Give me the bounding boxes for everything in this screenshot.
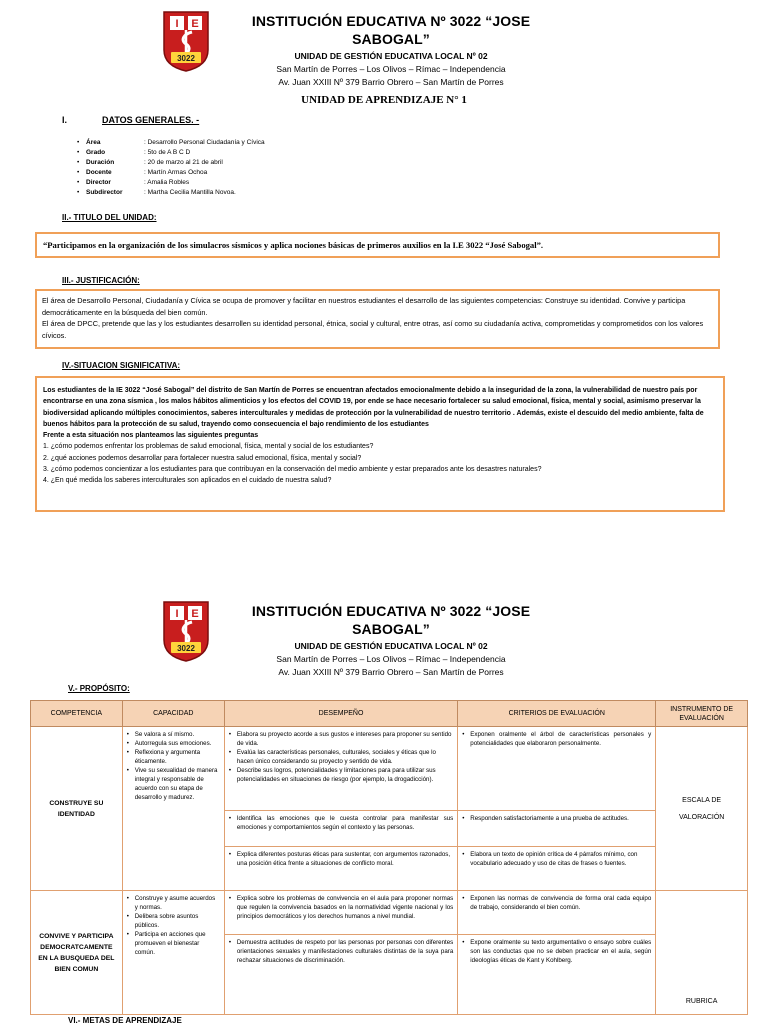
performance-cell: • Demuestra actitudes de respeto por las personas por personas con diferentes orientaciones sexuales y manifestaciones culturales distintas de la suya para rechazar situaciones de discriminación. bbox=[224, 935, 457, 1015]
justification-box bbox=[35, 289, 720, 349]
performance-cell: • Explica sobre los problemas de convivencia en el aula para proponer normas que regulen la convivencia basados en la normatividad vigente nacional y los principios democráticos y los derechos humanos a nivel mundial. bbox=[224, 891, 457, 935]
criteria-cell: • Responden satisfactoriamente a una prueba de actitudes. bbox=[458, 811, 656, 847]
situation-question: 2. ¿qué acciones podemos desarrollar para fortalecer nuestra salud emocional, física, mental y social? bbox=[43, 454, 362, 462]
school-header-page2 bbox=[0, 600, 768, 677]
performance-cell: • Elabora su proyecto acorde a sus gustos e intereses para proponer su sentido de vida. • Evalúa las características personales, culturales, sociales y éticas que lo hacen único considerando su proyecto y sentido de vida. • Describe sus logros, potencialidades y limitaciones para para utilizar sus potencialidades en situaciones de riesgo (por ejemplo, la drogadicción). bbox=[224, 727, 457, 811]
section-iv-heading: IV.-SITUACION SIGNIFICATIVA: bbox=[62, 361, 181, 370]
situation-question: 4. ¿En qué medida los saberes interculturales son aplicados en el cuidado de nuestra salud? bbox=[43, 477, 332, 485]
competency-cell: CONSTRUYE SU IDENTIDAD bbox=[31, 727, 123, 891]
situation-intro: Frente a esta situación nos planteamos las siguientes preguntas bbox=[43, 432, 259, 440]
justification-paragraph: El área de DPCC, pretende que las y los estudiantes desarrollen su identidad personal, étnica, social y cultural, entre otras, así como su ciudadanía activa, comprometidas y comprometidos con los valores cívicos. bbox=[42, 319, 704, 340]
capacity-cell: • Se valora a sí mismo. • Autorregula sus emociones. • Reflexiona y argumenta éticamente. • Vive su sexualidad de manera integral y responsable de acuerdo con su etapa de desarrollo y madurez. bbox=[122, 727, 224, 891]
section-v-heading: V.- PROPÓSITO: bbox=[68, 684, 130, 693]
criteria-cell: • Elabora un texto de opinión crítica de 4 párrafos mínimo, con vocabulario adecuado y uso de citas de frases o fuentes. bbox=[458, 847, 656, 891]
unit-title: UNIDAD DE APRENDIZAJE N° 1 bbox=[301, 94, 467, 106]
logo-letter-i: I bbox=[175, 608, 179, 620]
school-title: INSTITUCIÓN EDUCATIVA Nº 3022 “JOSE SABOGAL” bbox=[251, 603, 531, 637]
column-header: CAPACIDAD bbox=[122, 701, 224, 727]
logo-letter-e: E bbox=[191, 18, 199, 30]
general-data-row: • Director : Amalia Robles bbox=[77, 179, 190, 186]
capacity-cell: • Construye y asume acuerdos y normas. • Delibera sobre asuntos públicos. • Participa en acciones que promueven el bienestar común. bbox=[122, 891, 224, 1015]
districts-line: San Martín de Porres – Los Olivos – Rímac – Independencia bbox=[276, 654, 506, 664]
section-i-heading bbox=[62, 115, 199, 125]
school-logo-icon bbox=[162, 10, 210, 72]
purpose-table bbox=[30, 700, 748, 1015]
general-data-list bbox=[77, 138, 265, 198]
ugel-subtitle: UNIDAD DE GESTIÓN EDUCATIVA LOCAL Nº 02 bbox=[294, 641, 488, 651]
section-i-label: DATOS GENERALES. - bbox=[102, 115, 200, 125]
competency-cell: CONVIVE Y PARTICIPA DEMOCRATCAMENTE EN LA BUSQUEDA DEL BIEN COMUN bbox=[31, 891, 123, 1015]
general-data-row: • Duración : 20 de marzo al 21 de abril bbox=[77, 159, 223, 166]
general-data-row: • Área : Desarrollo Personal Ciudadanía y Cívica bbox=[77, 139, 265, 146]
criteria-cell: • Exponen las normas de convivencia de forma oral cada equipo de trabajo, considerando el bien común. bbox=[458, 891, 656, 935]
situation-box bbox=[35, 376, 725, 512]
instrument-cell: ESCALA DE VALORACIÓN bbox=[656, 727, 748, 891]
school-logo-icon bbox=[162, 600, 210, 662]
logo-number: 3022 bbox=[177, 644, 195, 653]
justification-paragraph: El área de Desarrollo Personal, Ciudadanía y Cívica se ocupa de promover y facilitar en nuestros estudiantes el desarrollo de las siguientes competencias: Construye su identidad. Convive y participa democráticamente en la búsqueda del bien común. bbox=[42, 296, 686, 317]
school-title: INSTITUCIÓN EDUCATIVA Nº 3022 “JOSE SABOGAL” bbox=[251, 13, 531, 47]
situation-paragraph: Los estudiantes de la IE 3022 “José Sabogal” del distrito de San Martín de Porres se encuentran afectados emocionalmente debido a la inseguridad de la zona, la vulnerabilidad de nuestro país por encontrarse en una zona sísmica , los malos hábitos alimenticios y los efectos del COVID 19, por ende se hace necesario fortalecer su salud emocional, física, mental y social, asimismo preservar la biodiversidad aplicando múltiples conocimientos, saberes interculturales y medidas de protección por la vulnerabilidad de nuestro territorio . Además, existe el descuido del medio ambiente, falta de buenos hábitos para la protección de su salud, trayendo como consecuencia el bajo rendimiento de los estudiantes bbox=[43, 387, 704, 428]
address-line: Av. Juan XXIII Nº 379 Barrio Obrero – San Martín de Porres bbox=[278, 667, 504, 677]
general-data-row: • Docente : Martín Armas Ochoa bbox=[77, 169, 208, 176]
instrument-cell: RUBRICA bbox=[656, 891, 748, 1015]
districts-line: San Martín de Porres – Los Olivos – Rímac – Independencia bbox=[276, 64, 506, 74]
situation-question: 3. ¿cómo podemos concientizar a los estudiantes para que contribuyan en la conservación del medio ambiente y estar preparados ante los desastres naturales? bbox=[43, 466, 542, 474]
unit-title-box: “Participamos en la organización de los simulacros sísmicos y aplica nociones básicas de primeros auxilios en la I.E 3022 “José Sabogal”. bbox=[35, 232, 720, 258]
column-header: CRITERIOS DE EVALUACIÓN bbox=[458, 701, 656, 727]
table-row bbox=[31, 891, 748, 935]
column-header: DESEMPEÑO bbox=[224, 701, 457, 727]
general-data-row: • Subdirector : Martha Cecilia Mantilla Novoa. bbox=[77, 189, 236, 196]
section-iii-heading: III.- JUSTIFICACIÓN: bbox=[62, 276, 140, 285]
column-header: COMPETENCIA bbox=[31, 701, 123, 727]
column-header: INSTRUMENTO DE EVALUACIÓN bbox=[656, 701, 748, 727]
performance-cell: • Identifica las emociones que le cuesta controlar para manifestar sus emociones y comportamientos según el contexto y las personas. bbox=[224, 811, 457, 847]
section-vi-heading: VI.- METAS DE APRENDIZAJE bbox=[68, 1016, 182, 1024]
criteria-cell: • Expone oralmente su texto argumentativo o ensayo sobre cuáles son las conductas que no se deben practicar en el aula, según ideologías éticas de Kant y Kohlberg. bbox=[458, 935, 656, 1015]
section-ii-heading: II.- TITULO DEL UNIDAD: bbox=[62, 213, 157, 222]
table-row bbox=[31, 727, 748, 811]
header-text bbox=[216, 12, 566, 89]
table-header-row bbox=[31, 701, 748, 727]
situation-question: 1. ¿cómo podemos enfrentar los problemas de salud emocional, física, mental y social de los estudiantes? bbox=[43, 443, 374, 451]
school-header bbox=[0, 10, 768, 87]
performance-cell: • Explica diferentes posturas éticas para sustentar, con argumentos razonados, una posición ética frente a situaciones de conflicto moral. bbox=[224, 847, 457, 891]
logo-letter-i: I bbox=[175, 18, 179, 30]
header-text bbox=[216, 602, 566, 679]
ugel-subtitle: UNIDAD DE GESTIÓN EDUCATIVA LOCAL Nº 02 bbox=[294, 51, 488, 61]
general-data-row: • Grado : 5to de A B C D bbox=[77, 149, 191, 156]
criteria-cell: • Exponen oralmente el árbol de características personales y potencialidades que elaboraron personalmente. bbox=[458, 727, 656, 811]
logo-letter-e: E bbox=[191, 608, 199, 620]
address-line: Av. Juan XXIII Nº 379 Barrio Obrero – San Martín de Porres bbox=[278, 77, 504, 87]
section-i-number: I. bbox=[62, 115, 68, 125]
logo-number: 3022 bbox=[177, 54, 195, 63]
